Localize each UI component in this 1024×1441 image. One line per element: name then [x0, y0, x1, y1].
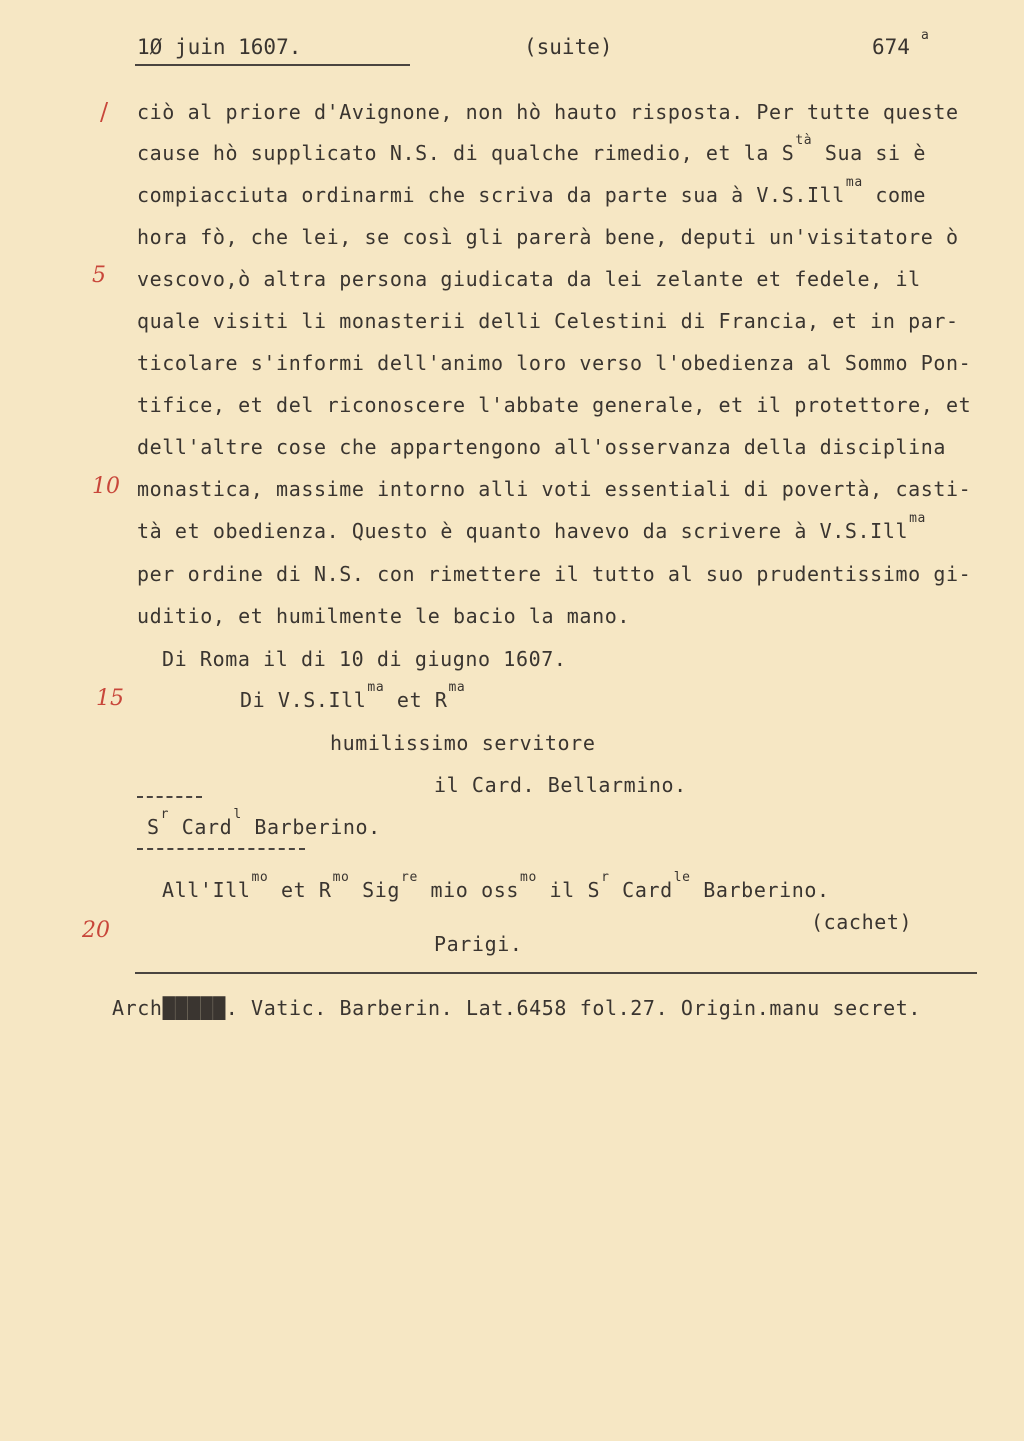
- superscript-l: l: [233, 807, 242, 822]
- body-line-6: quale visiti li monasterii delli Celestini di Francia, et in par-: [137, 309, 959, 333]
- margin-line-10: 10: [92, 474, 120, 499]
- address-part-b: et R: [268, 878, 332, 902]
- salutation: [240, 680, 466, 712]
- superscript-ma: ma: [845, 175, 863, 190]
- body-line-11: [137, 511, 926, 543]
- dashed-separator-long: [137, 848, 305, 850]
- superscript-mo-3: mo: [520, 870, 537, 885]
- body-line-12: per ordine di N.S. con rimettere il tutto al suo prudentissimo gi-: [137, 562, 972, 586]
- body-line-2-text: cause hò supplicato N.S. di qualche rimedio, et la S: [137, 141, 795, 165]
- margin-line-20: 20: [82, 918, 110, 943]
- superscript-r: r: [160, 807, 170, 822]
- address-part-a: All'Ill: [162, 878, 251, 902]
- body-line-8: tifice, et del riconoscere l'abbate generale, et il protettore, et: [137, 393, 972, 417]
- servant-line: humilissimo servitore: [330, 731, 596, 755]
- address-part-e: il S: [536, 878, 601, 902]
- body-line-2-tail: Sua si è: [812, 141, 926, 165]
- address-line: [162, 870, 830, 902]
- body-line-1: ciò al priore d'Avignone, non hò hauto risposta. Per tutte queste: [137, 100, 959, 124]
- page-suffix: a: [921, 28, 929, 43]
- recipient-s: S: [147, 815, 160, 839]
- body-line-4: hora fò, che lei, se così gli parerà bene, deputi un'visitatore ò: [137, 225, 959, 249]
- header-underline: [135, 64, 410, 66]
- superscript-ta: tà: [795, 133, 813, 148]
- body-line-3-text: compiacciuta ordinarmi che scriva da parte sua à V.S.Ill: [137, 183, 845, 207]
- salutation-part-b: et R: [384, 688, 448, 712]
- body-line-5: vescovo,ò altra persona giudicata da lei zelante et fedele, il: [137, 267, 921, 291]
- margin-line-5: 5: [92, 263, 106, 288]
- superscript-ma-4: ma: [448, 680, 466, 695]
- header-page-number: 674: [872, 35, 910, 59]
- cachet-note: (cachet): [811, 910, 913, 934]
- header-date: 1Ø juin 1607.: [137, 35, 302, 59]
- body-line-3: [137, 175, 926, 207]
- superscript-r-2: r: [601, 870, 610, 885]
- superscript-mo-2: mo: [332, 870, 350, 885]
- body-line-13: uditio, et humilmente le bacio la mano.: [137, 604, 630, 628]
- address-part-d: mio oss: [417, 878, 520, 902]
- body-line-2: [137, 133, 926, 165]
- recipient-card: Card: [169, 815, 233, 839]
- body-line-9: dell'altre cose che appartengono all'osservanza della disciplina: [137, 435, 947, 459]
- body-line-10: monastica, massime intorno alli voti essentiali di povertà, casti-: [137, 477, 972, 501]
- body-line-7: ticolare s'informi dell'animo loro verso l'obedienza al Sommo Pon-: [137, 351, 972, 375]
- footer-rule: [135, 972, 977, 974]
- address-city: Parigi.: [434, 932, 523, 956]
- dashed-separator-short: [137, 796, 202, 798]
- signature: il Card. Bellarmino.: [434, 773, 687, 797]
- address-part-g: Barberino.: [690, 878, 830, 902]
- superscript-mo-1: mo: [251, 870, 269, 885]
- superscript-ma-2: ma: [909, 511, 926, 526]
- margin-slash-mark: /: [100, 98, 109, 126]
- superscript-le: le: [673, 870, 691, 885]
- address-part-f: Card: [609, 878, 673, 902]
- recipient-name: Barberino.: [241, 815, 381, 839]
- salutation-part-a: Di V.S.Ill: [240, 688, 367, 712]
- superscript-ma-3: ma: [367, 680, 385, 695]
- body-line-11-text: tà et obedienza. Questo è quanto havevo da scrivere à V.S.Ill: [137, 519, 909, 543]
- body-line-3-tail: come: [862, 183, 926, 207]
- recipient-short: [147, 807, 381, 839]
- place-date: Di Roma il di 10 di giugno 1607.: [162, 647, 567, 671]
- superscript-re: re: [401, 870, 418, 885]
- address-part-c: Sig: [349, 878, 401, 902]
- archival-source: Arch█████. Vatic. Barberin. Lat.6458 fol.27. Origin.manu secret.: [112, 996, 922, 1020]
- header-continuation: (suite): [524, 35, 613, 59]
- margin-line-15: 15: [96, 686, 124, 711]
